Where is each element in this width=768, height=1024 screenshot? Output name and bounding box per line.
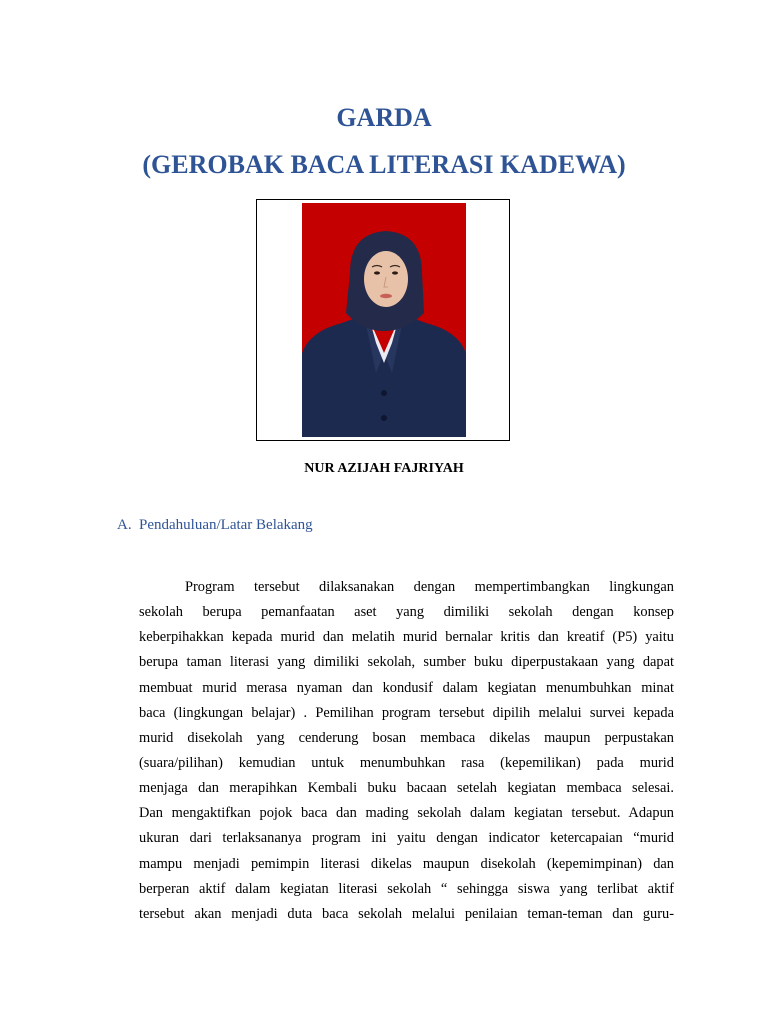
author-photo-frame <box>256 199 510 441</box>
paragraph-line: sekolah berupa pemanfaatan aset yang dimiliki sekolah dengan konsep <box>139 604 674 621</box>
paragraph-line: ukuran dari terlaksananya program ini yaitu dengan indicator ketercapaian “murid <box>139 830 674 847</box>
paragraph-line: tersebut akan menjadi duta baca sekolah melalui penilaian teman-teman dan guru- <box>139 905 674 922</box>
document-subtitle: (GEROBAK BACA LITERASI KADEWA) <box>142 150 626 179</box>
document-title: GARDA <box>336 103 432 132</box>
paragraph-line: Program tersebut dilaksanakan dengan mempertimbangkan lingkungan <box>185 579 674 595</box>
paragraph-line: berperan aktif dalam kegiatan literasi sekolah “ sehingga siswa yang terlibat aktif <box>139 880 674 897</box>
author-name: NUR AZIJAH FAJRIYAH <box>304 461 464 476</box>
paragraph-line: baca (lingkungan belajar) . Pemilihan program tersebut dipilih melalui survei kepada <box>139 704 674 721</box>
body-paragraph <box>139 575 674 927</box>
section-title: Pendahuluan/Latar Belakang <box>139 517 313 533</box>
paragraph-line: menjaga dan merapihkan Kembali buku bacaan setelah kegiatan membaca selesai. <box>139 780 674 797</box>
paragraph-line: (suara/pilihan) kemudian untuk menumbuhkan rasa (kepemilikan) pada murid <box>139 754 674 771</box>
paragraph-line: keberpihakkan kepada murid dan melatih murid bernalar kritis dan kreatif (P5) yaitu <box>139 629 674 646</box>
paragraph-line: mampu menjadi pemimpin literasi dikelas maupun disekolah (kepemimpinan) dan <box>139 855 674 872</box>
section-number: A. <box>117 517 132 533</box>
author-photo <box>302 203 466 437</box>
section-heading <box>117 516 313 534</box>
paragraph-line: berupa taman literasi yang dimiliki sekolah, sumber buku diperpustakaan yang dapat <box>139 654 674 671</box>
paragraph-line: membuat murid merasa nyaman dan kondusif dalam kegiatan menumbuhkan minat <box>139 679 674 696</box>
paragraph-line: Dan mengaktifkan pojok baca dan mading sekolah dalam kegiatan tersebut. Adapun <box>139 805 674 822</box>
paragraph-line: murid disekolah yang cenderung bosan membaca dikelas maupun perpustakan <box>139 729 674 746</box>
